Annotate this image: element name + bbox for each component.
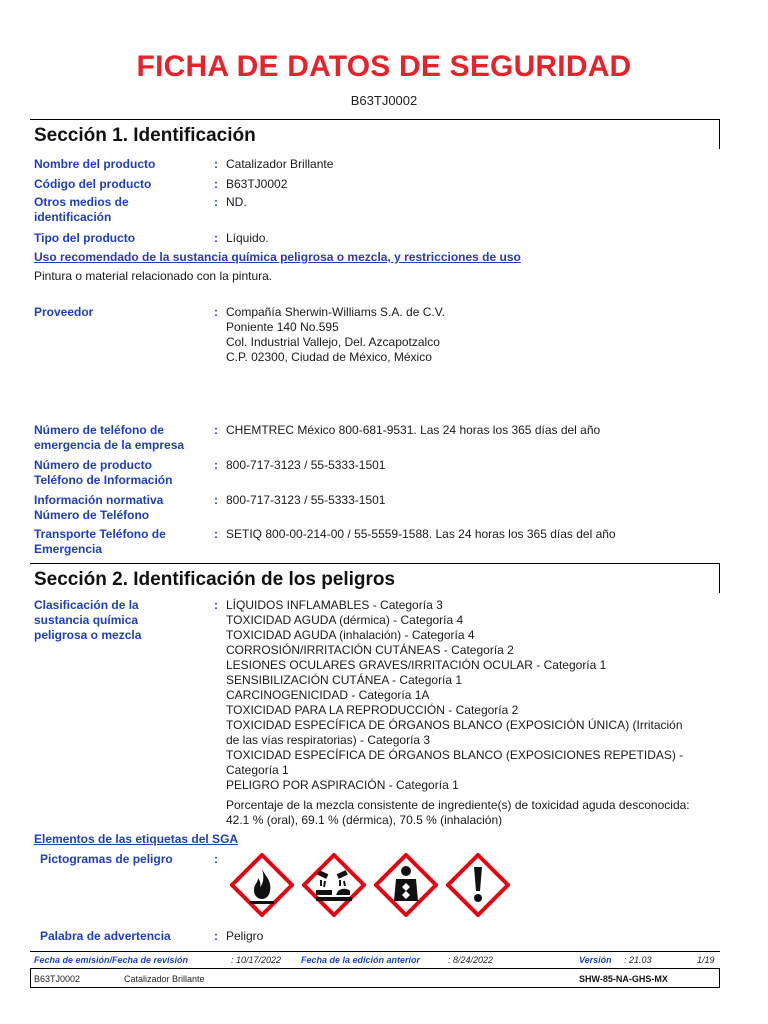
page-number: 1/19 — [697, 955, 715, 965]
ghs-label-elements-link[interactable]: Elementos de las etiquetas del SGA — [34, 832, 239, 846]
footer-box — [30, 968, 720, 988]
pictograms-label: Pictogramas de peligro — [40, 852, 173, 866]
document-title: FICHA DE DATOS DE SEGURIDAD — [136, 50, 632, 83]
exclamation-icon — [446, 853, 510, 917]
classification-list — [226, 598, 726, 828]
classification-item: PELIGRO POR ASPIRACIÓN - Categoría 1 — [226, 778, 459, 792]
product-name-label: Nombre del producto — [34, 157, 156, 171]
supplier-address: Compañía Sherwin-Williams S.A. de C.V. Poniente 140 No.595 Col. Industrial Vallejo, Del. Azcapotzalco C.P. 02300, Ciudad de México, México — [226, 305, 445, 364]
regulatory-phone-value: 800-717-3123 / 55-5333-1501 — [226, 493, 386, 507]
colon: : — [214, 423, 218, 437]
classification-label: Clasificación de la sustancia química peligrosa o mezcla — [34, 598, 142, 642]
document-code: B63TJ0002 — [350, 93, 418, 108]
classification-item: TOXICIDAD AGUDA (dérmica) - Categoría 4 — [226, 613, 464, 627]
colon: : — [214, 493, 218, 507]
version-label: Versión — [579, 955, 612, 965]
acute-toxicity-note: 42.1 % (oral), 69.1 % (dérmica), 70.5 % (inhalación) — [226, 813, 503, 827]
classification-item: de las vías respiratorias) - Categoría 3 — [226, 733, 431, 747]
other-id-label: Otros medios de identificación — [34, 195, 129, 224]
classification-item: LÍQUIDOS INFLAMABLES - Categoría 3 — [226, 598, 443, 612]
acute-toxicity-note: Porcentaje de la mezcla consistente de ingrediente(s) de toxicidad aguda desconocida: — [226, 798, 690, 812]
product-code-label: Código del producto — [34, 177, 152, 191]
product-name-value: Catalizador Brillante — [226, 157, 334, 171]
classification-item: CORROSIÓN/IRRITACIÓN CUTÁNEAS - Categoría 2 — [226, 643, 514, 657]
colon: : — [214, 195, 218, 209]
product-type-label: Tipo del producto — [34, 231, 136, 245]
recommended-use-text: Pintura o material relacionado con la pintura. — [34, 269, 273, 283]
colon: : — [214, 527, 218, 541]
previous-edition-value: : 8/24/2022 — [448, 955, 494, 965]
classification-item: LESIONES OCULARES GRAVES/IRRITACIÓN OCULAR - Categoría 1 — [226, 658, 607, 672]
colon: : — [214, 852, 218, 866]
classification-item: SENSIBILIZACIÓN CUTÁNEA - Categoría 1 — [226, 673, 463, 687]
footer-product-name: Catalizador Brillante — [124, 974, 205, 984]
signal-word-value: Peligro — [226, 929, 264, 943]
footer-divider — [30, 951, 720, 952]
section-2-heading: Sección 2. Identificación de los peligros — [30, 563, 720, 593]
colon: : — [214, 157, 218, 171]
transport-phone-value: SETIQ 800-00-214-00 / 55-5559-1588. Las 24 horas los 365 días del año — [226, 527, 616, 541]
flame-icon — [230, 853, 294, 917]
regulatory-phone-label: Información normativa Número de Teléfono — [34, 493, 164, 522]
info-phone-value: 800-717-3123 / 55-5333-1501 — [226, 458, 386, 472]
section-1-heading: Sección 1. Identificación — [30, 119, 720, 149]
issue-date-value: : 10/17/2022 — [231, 955, 282, 965]
issue-date-label: Fecha de emisión/Fecha de revisión — [34, 955, 189, 965]
product-code-value: B63TJ0002 — [226, 177, 288, 191]
corrosion-icon — [302, 853, 366, 917]
transport-phone-label: Transporte Teléfono de Emergencia — [34, 527, 166, 556]
colon: : — [214, 177, 218, 191]
previous-edition-label: Fecha de la edición anterior — [301, 955, 421, 965]
colon: : — [214, 305, 218, 319]
emergency-phone-label: Número de teléfono de emergencia de la empresa — [34, 423, 185, 452]
info-phone-label: Número de producto Teléfono de Información — [34, 458, 173, 487]
footer-product-code: B63TJ0002 — [34, 974, 81, 984]
colon: : — [214, 929, 218, 943]
classification-item: Categoría 1 — [226, 763, 289, 777]
colon: : — [214, 598, 218, 612]
health-hazard-icon — [374, 853, 438, 917]
recommended-use-link[interactable]: Uso recomendado de la sustancia química peligrosa o mezcla, y restricciones de uso — [34, 250, 521, 264]
signal-word-label: Palabra de advertencia — [40, 929, 171, 943]
classification-item: CARCINOGENICIDAD - Categoría 1A — [226, 688, 430, 702]
classification-item: TOXICIDAD PARA LA REPRODUCCIÓN - Categoría 2 — [226, 703, 519, 717]
emergency-phone-value: CHEMTREC México 800-681-9531. Las 24 horas los 365 días del año — [226, 423, 601, 437]
colon: : — [214, 231, 218, 245]
footer-document-code: SHW-85-NA-GHS-MX — [579, 974, 668, 984]
supplier-label: Proveedor — [34, 305, 94, 319]
colon: : — [214, 458, 218, 472]
classification-item: TOXICIDAD ESPECÍFICA DE ÓRGANOS BLANCO (EXPOSICIÓN ÚNICA) (Irritación — [226, 718, 683, 732]
product-type-value: Líquido. — [226, 231, 269, 245]
other-id-value: ND. — [226, 195, 247, 209]
classification-item: TOXICIDAD AGUDA (inhalación) - Categoría 4 — [226, 628, 475, 642]
version-value: : 21.03 — [624, 955, 652, 965]
classification-item: TOXICIDAD ESPECÍFICA DE ÓRGANOS BLANCO (EXPOSICIONES REPETIDAS) - — [226, 748, 684, 762]
